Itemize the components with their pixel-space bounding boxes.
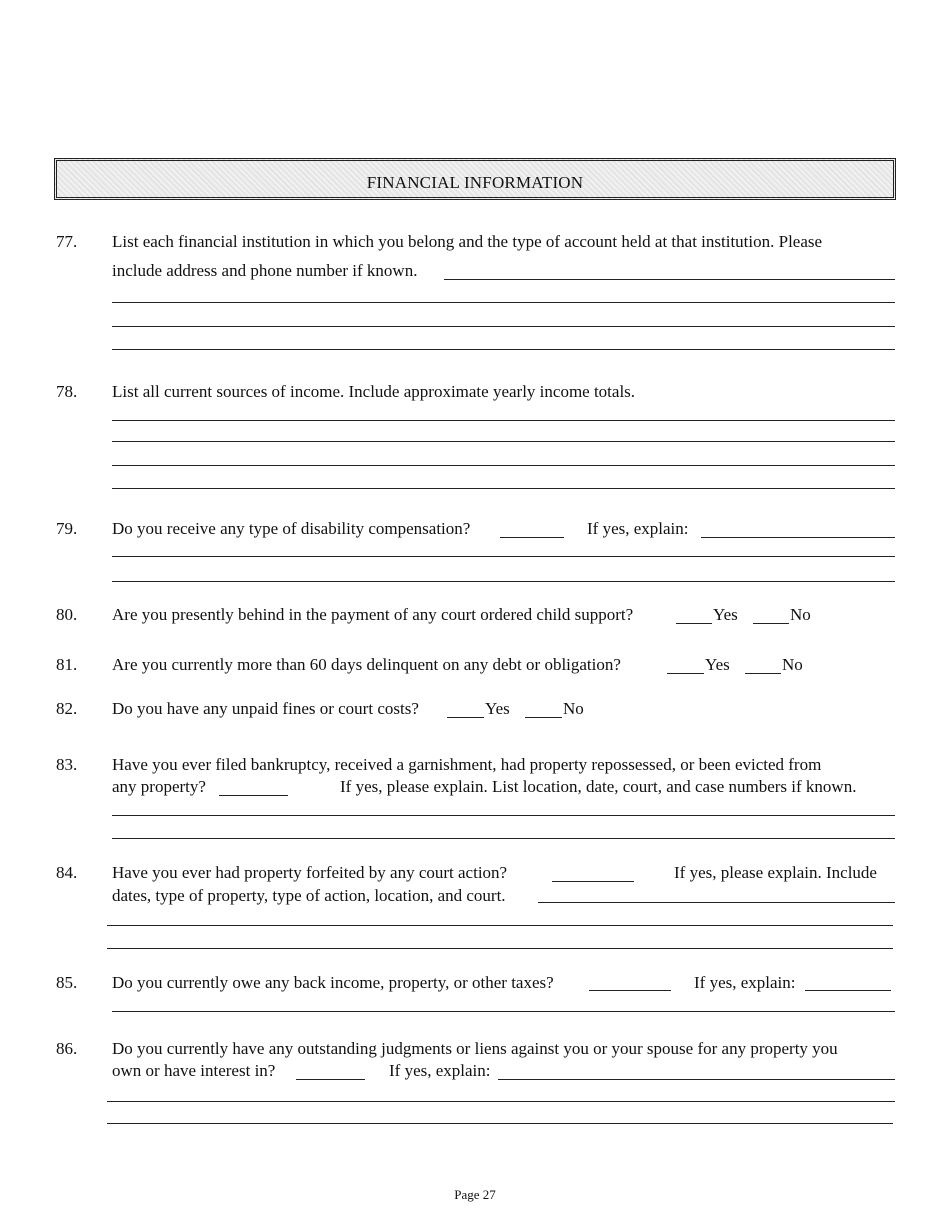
question-81-yes-blank[interactable] xyxy=(667,673,704,674)
question-83-answer-line[interactable] xyxy=(112,815,895,816)
question-81-text: Are you currently more than 60 days delinquent on any debt or obligation? xyxy=(112,655,621,674)
question-77-answer-line[interactable] xyxy=(112,302,895,303)
question-83-explain-label: If yes, please explain. List location, date, court, and case numbers if known. xyxy=(340,777,857,796)
question-79-answer-line[interactable] xyxy=(112,556,895,557)
question-77-text-cont: include address and phone number if known. xyxy=(112,261,418,280)
section-header xyxy=(54,158,896,200)
question-78-text: List all current sources of income. Include approximate yearly income totals. xyxy=(112,382,636,401)
question-85-explain-label: If yes, explain: xyxy=(694,973,796,992)
question-83-number: 83. xyxy=(56,755,78,774)
question-84-text-cont: dates, type of property, type of action, location, and court. xyxy=(112,886,506,905)
question-84-text: Have you ever had property forfeited by any court action? xyxy=(112,863,508,882)
question-84-explain-label: If yes, please explain. Include xyxy=(674,863,877,882)
question-84-answer-line[interactable] xyxy=(107,925,893,926)
question-83-yes-no-blank[interactable] xyxy=(219,795,288,796)
question-84-answer-line[interactable] xyxy=(538,902,895,903)
question-82-yes-blank[interactable] xyxy=(447,717,484,718)
question-77-text: List each financial institution in which you belong and the type of account held at that institution. Please xyxy=(112,232,823,251)
question-80-text: Are you presently behind in the payment of any court ordered child support? xyxy=(112,605,634,624)
question-80-yes-blank[interactable] xyxy=(676,623,712,624)
question-85-number: 85. xyxy=(56,973,78,992)
question-77-answer-line[interactable] xyxy=(112,349,895,350)
question-82-text: Do you have any unpaid fines or court costs? xyxy=(112,699,419,718)
question-86-answer-line[interactable] xyxy=(498,1079,895,1080)
question-80-yes-label: Yes xyxy=(713,605,738,624)
question-86-answer-line[interactable] xyxy=(107,1123,893,1124)
question-81-number: 81. xyxy=(56,655,78,674)
question-79-yes-no-blank[interactable] xyxy=(500,537,564,538)
question-83-answer-line[interactable] xyxy=(112,838,895,839)
question-86-number: 86. xyxy=(56,1039,78,1058)
question-78-answer-line[interactable] xyxy=(112,465,895,466)
question-85-answer-line[interactable] xyxy=(112,1011,895,1012)
question-81-no-label: No xyxy=(782,655,803,674)
question-81-yes-label: Yes xyxy=(705,655,730,674)
question-82-number: 82. xyxy=(56,699,78,718)
question-78-number: 78. xyxy=(56,382,78,401)
question-79-number: 79. xyxy=(56,519,78,538)
question-77-answer-line[interactable] xyxy=(112,326,895,327)
question-79-explain-label: If yes, explain: xyxy=(587,519,689,538)
question-84-yes-no-blank[interactable] xyxy=(552,881,634,882)
question-83-text-cont: any property? xyxy=(112,777,206,796)
question-86-answer-line[interactable] xyxy=(107,1101,895,1102)
question-79-answer-line[interactable] xyxy=(112,581,895,582)
question-83-text: Have you ever filed bankruptcy, received a garnishment, had property repossessed, or been evicted from xyxy=(112,755,822,774)
question-82-no-label: No xyxy=(563,699,584,718)
question-82-no-blank[interactable] xyxy=(525,717,562,718)
question-77-number: 77. xyxy=(56,232,78,251)
question-77-answer-line[interactable] xyxy=(444,279,895,280)
question-86-explain-label: If yes, explain: xyxy=(389,1061,491,1080)
question-86-text: Do you currently have any outstanding judgments or liens against you or your spouse for any property you xyxy=(112,1039,838,1058)
question-84-answer-line[interactable] xyxy=(107,948,893,949)
question-81-no-blank[interactable] xyxy=(745,673,781,674)
question-80-number: 80. xyxy=(56,605,78,624)
question-86-yes-no-blank[interactable] xyxy=(296,1079,365,1080)
question-85-yes-no-blank[interactable] xyxy=(589,990,671,991)
question-79-explain-line[interactable] xyxy=(701,537,895,538)
question-78-answer-line[interactable] xyxy=(112,441,895,442)
question-82-yes-label: Yes xyxy=(485,699,510,718)
question-80-no-label: No xyxy=(790,605,811,624)
question-86-text-cont: own or have interest in? xyxy=(112,1061,276,1080)
question-80-no-blank[interactable] xyxy=(753,623,789,624)
question-85-text: Do you currently owe any back income, property, or other taxes? xyxy=(112,973,554,992)
section-title: FINANCIAL INFORMATION xyxy=(366,173,584,192)
question-84-number: 84. xyxy=(56,863,78,882)
question-85-explain-line[interactable] xyxy=(805,990,891,991)
question-78-answer-line[interactable] xyxy=(112,420,895,421)
page-number: Page 27 xyxy=(454,1187,496,1202)
question-78-answer-line[interactable] xyxy=(112,488,895,489)
question-79-text: Do you receive any type of disability compensation? xyxy=(112,519,471,538)
